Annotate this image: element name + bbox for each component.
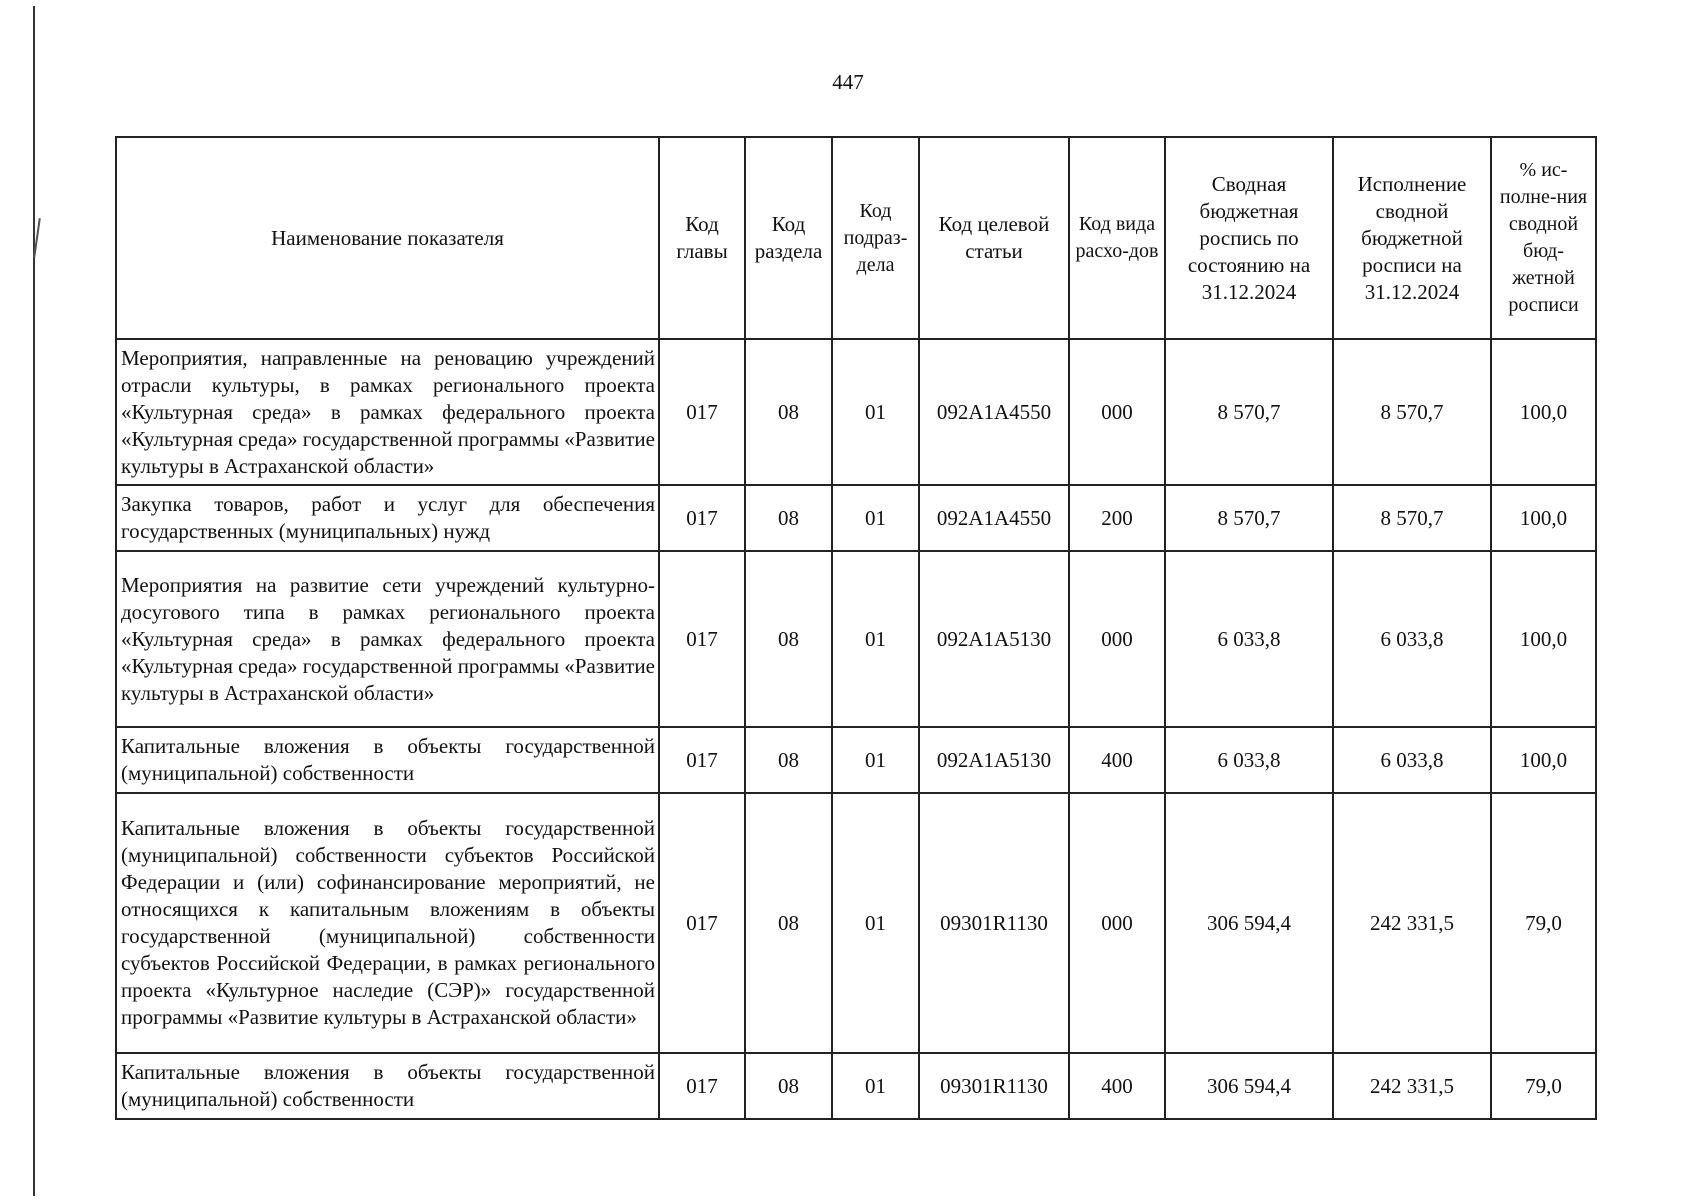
row-indicator-name: Закупка товаров, работ и услуг для обеспечения государственных (муниципальных) нужд — [116, 485, 659, 551]
header-percent-executed: % ис-полне-ния сводной бюд-жетной росписи — [1491, 137, 1596, 339]
row-percent: 100,0 — [1491, 551, 1596, 727]
row-chapter-code: 017 — [659, 1053, 745, 1119]
row-indicator-name: Капитальные вложения в объекты государственной (муниципальной) собственности — [116, 727, 659, 793]
row-target-code: 09301R1130 — [919, 1053, 1069, 1119]
row-target-code: 092A1A5130 — [919, 727, 1069, 793]
row-expense-type-code: 000 — [1069, 339, 1165, 485]
row-percent: 79,0 — [1491, 793, 1596, 1053]
row-chapter-code: 017 — [659, 727, 745, 793]
header-indicator-name: Наименование показателя — [116, 137, 659, 339]
row-expense-type-code: 400 — [1069, 727, 1165, 793]
row-section-code: 08 — [745, 485, 832, 551]
table-row — [116, 339, 1596, 485]
table-row — [116, 727, 1596, 793]
row-target-code: 09301R1130 — [919, 793, 1069, 1053]
row-section-code: 08 — [745, 727, 832, 793]
budget-table — [115, 136, 1597, 1120]
row-subsection-code: 01 — [832, 339, 919, 485]
row-executed-amount: 6 033,8 — [1333, 727, 1491, 793]
row-indicator-name: Мероприятия на развитие сети учреждений культурно-досугового типа в рамках регионального проекта «Культурная среда» в рамках федерального проекта «Культурная среда» государственной программы «Развитие культуры в Астраханской области» — [116, 551, 659, 727]
header-chapter-code: Код главы — [659, 137, 745, 339]
row-target-code: 092A1A5130 — [919, 551, 1069, 727]
row-section-code: 08 — [745, 339, 832, 485]
row-executed-amount: 242 331,5 — [1333, 793, 1491, 1053]
row-subsection-code: 01 — [832, 727, 919, 793]
row-planned-amount: 6 033,8 — [1165, 551, 1333, 727]
row-planned-amount: 6 033,8 — [1165, 727, 1333, 793]
row-chapter-code: 017 — [659, 485, 745, 551]
row-planned-amount: 306 594,4 — [1165, 1053, 1333, 1119]
row-section-code: 08 — [745, 1053, 832, 1119]
row-indicator-name: Капитальные вложения в объекты государственной (муниципальной) собственности субъектов Российской Федерации и (или) софинансирование мероприятий, не относящихся к капитальным вложениям в объекты государственной (муниципальной) собственности субъектов Российской Федерации, в рамках регионального проекта «Культурное наследие (СЭР)» государственной программы «Развитие культуры в Астраханской области» — [116, 793, 659, 1053]
row-subsection-code: 01 — [832, 793, 919, 1053]
table-header-row — [116, 137, 1596, 339]
row-expense-type-code: 000 — [1069, 793, 1165, 1053]
row-expense-type-code: 400 — [1069, 1053, 1165, 1119]
header-planned-budget: Сводная бюджетная роспись по состоянию на 31.12.2024 — [1165, 137, 1333, 339]
row-planned-amount: 8 570,7 — [1165, 485, 1333, 551]
table-row — [116, 793, 1596, 1053]
row-target-code: 092A1A4550 — [919, 485, 1069, 551]
row-planned-amount: 8 570,7 — [1165, 339, 1333, 485]
row-percent: 79,0 — [1491, 1053, 1596, 1119]
row-executed-amount: 242 331,5 — [1333, 1053, 1491, 1119]
table-row — [116, 485, 1596, 551]
page-number: 447 — [832, 70, 864, 94]
table-row — [116, 551, 1596, 727]
row-chapter-code: 017 — [659, 551, 745, 727]
row-expense-type-code: 000 — [1069, 551, 1165, 727]
table-row — [116, 1053, 1596, 1119]
header-subsection-code: Код подраз-дела — [832, 137, 919, 339]
row-expense-type-code: 200 — [1069, 485, 1165, 551]
row-indicator-name: Капитальные вложения в объекты государственной (муниципальной) собственности — [116, 1053, 659, 1119]
row-percent: 100,0 — [1491, 339, 1596, 485]
header-expense-type-code: Код вида расхо-дов — [1069, 137, 1165, 339]
row-subsection-code: 01 — [832, 551, 919, 727]
row-section-code: 08 — [745, 793, 832, 1053]
row-target-code: 092A1A4550 — [919, 339, 1069, 485]
row-percent: 100,0 — [1491, 485, 1596, 551]
row-percent: 100,0 — [1491, 727, 1596, 793]
scan-edge-line — [33, 6, 35, 1196]
row-planned-amount: 306 594,4 — [1165, 793, 1333, 1053]
row-subsection-code: 01 — [832, 485, 919, 551]
row-executed-amount: 8 570,7 — [1333, 339, 1491, 485]
row-chapter-code: 017 — [659, 793, 745, 1053]
header-executed-budget: Исполнение сводной бюджетной росписи на 31.12.2024 — [1333, 137, 1491, 339]
row-executed-amount: 6 033,8 — [1333, 551, 1491, 727]
row-subsection-code: 01 — [832, 1053, 919, 1119]
row-chapter-code: 017 — [659, 339, 745, 485]
header-target-code: Код целевой статьи — [919, 137, 1069, 339]
row-executed-amount: 8 570,7 — [1333, 485, 1491, 551]
row-section-code: 08 — [745, 551, 832, 727]
header-section-code: Код раздела — [745, 137, 832, 339]
row-indicator-name: Мероприятия, направленные на реновацию учреждений отрасли культуры, в рамках регионального проекта «Культурная среда» в рамках федерального проекта «Культурная среда» государственной программы «Развитие культуры в Астраханской области» — [116, 339, 659, 485]
